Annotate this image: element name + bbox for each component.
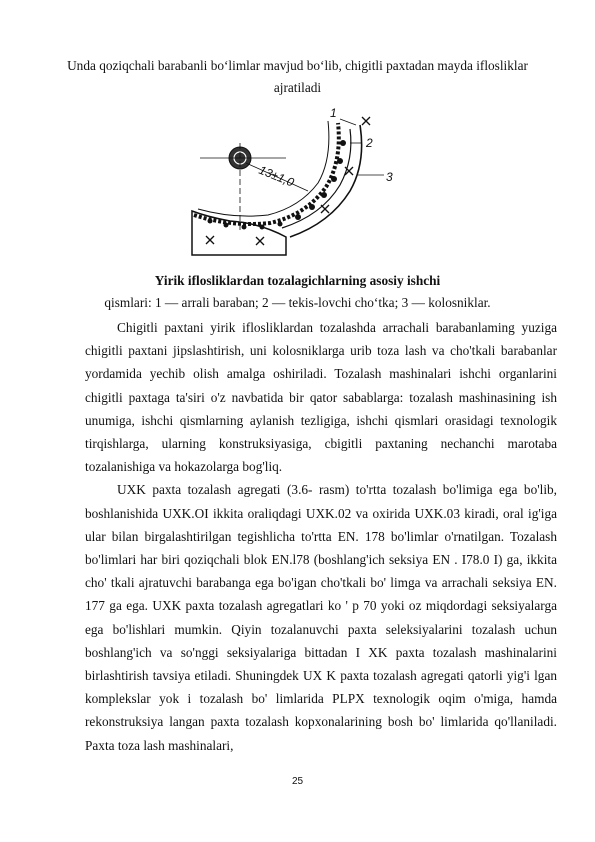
- paragraph: UXK paxta tozalash agregati (3.6- rasm) to'rtta tozalash bo'limiga ega bo'lib, boshlanishida UXK.OI ikkita oraliqdagi UXK.02 va oxirida UXK.03 kiradi, oral ig'iga ular bilan birgalashtirilgan tegishlicha to'rtta EN. 178 bo'limlar o'rnatilgan. Tozalash bo'limlari har biri qoziqchali blok EN.l78 (boshlang'ich seksiya EN . I78.0 I) ga, ikkita cho' tkali ajratuvchi barabanga ega bo'igan cho'tkali bo' limga va arrachali seksiya EN. 177 ga ega. UXK paxta tozalash agregatlari ko ' p 70 yoki oz miqdordagi seksiyalarga ega bo'lishlari mumkin. Qiyin tozalanuvchi paxta seleksiyalarini tozalash uchun boshlang'ich va so'nggi seksiyalariga bittadan I XK paxta tozalash mashinalarini birlashtirish tavsiya etiladi. Shuningdek UX K paxta tozalash agregati qatorli yig'i lgan komplekslar yok i tozalash bo' limlarida PLPX texnologik oqim o'miga, hamda rekonstruksiya langan paxta tozalash kopxonalarining bosh bo' limlarida qo'llaniladi. Paxta toza lash mashinalari,: [85, 482, 557, 753]
- saw-cleaner-diagram: [190, 103, 410, 263]
- page-number: 25: [291, 776, 304, 787]
- radius-label: 13±1,0: [256, 162, 297, 190]
- intro-text: Unda qoziqchali barabanli bo‘limlar mavjud bo‘lib, chigitli paxtadan mayda iflosliklar ajratiladi: [67, 58, 528, 95]
- label-3: 3: [386, 170, 393, 184]
- figure-caption: qismlari: 1 — arrali baraban; 2 — tekis-lovchi cho‘tka; 3 — kolosniklar.: [104, 295, 491, 310]
- body-text: [85, 316, 557, 757]
- label-2: 2: [366, 136, 373, 150]
- paragraph: Chigitli paxtani yirik iflosliklardan tozalashda arrachali barabanlaming yuziga chigitli paxtani jipslashtirish, uni kolosniklarga urib toza lash va cho'tkali barabanlar yordamida yechib olish amalga oshiriladi. Tozalash mashinalari ishchi organlarini chigitli paxtaga ta'siri o'z navbatida bir qator sabablarga: tozalash mashinasining ish unumiga, ishchi qismlarning aylanish tezligiga, ishchi qismlari orasidagi texnologik tirqishlarga, ularning konstruksiyasiga, cbigitli paxtaning nechanchi marotaba tozalanishiga va hokazolarga bog'liq.: [85, 320, 557, 475]
- figure-title: Yirik iflosliklardan tozalagichlarning asosiy ishchi: [154, 273, 441, 288]
- label-1: 1: [330, 106, 337, 120]
